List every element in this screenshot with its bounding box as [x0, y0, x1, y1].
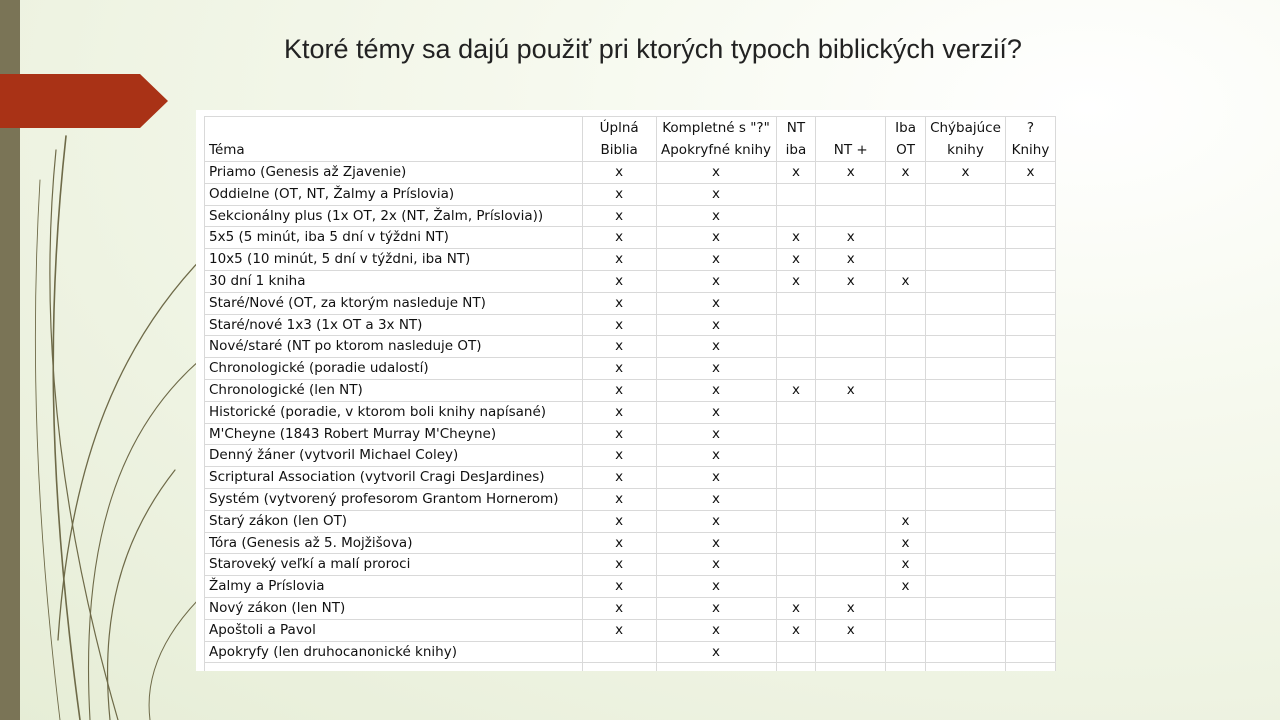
- header-line-2: knihy: [947, 142, 984, 158]
- mark-cell: [816, 292, 886, 314]
- mark-cell: [886, 467, 926, 489]
- topic-cell: Chronologické (poradie udalostí): [205, 358, 583, 380]
- mark-cell: x: [886, 554, 926, 576]
- mark-cell: x: [816, 162, 886, 184]
- mark-cell: x: [582, 423, 656, 445]
- mark-cell: [1005, 336, 1055, 358]
- header-line-1: Chýbajúce: [930, 120, 1001, 136]
- topic-cell: Systém (vytvorený profesorom Grantom Hornerom): [205, 488, 583, 510]
- mark-cell: [1005, 597, 1055, 619]
- mark-cell: x: [582, 510, 656, 532]
- mark-cell: [1005, 379, 1055, 401]
- mark-cell: [886, 379, 926, 401]
- table-row: [205, 532, 1056, 554]
- mark-cell: [926, 270, 1006, 292]
- table-row: [205, 445, 1056, 467]
- table-row: [205, 336, 1056, 358]
- topic-cell: Nové/staré (NT po ktorom nasleduje OT): [205, 336, 583, 358]
- mark-cell: [1005, 554, 1055, 576]
- mark-cell: [816, 183, 886, 205]
- mark-cell: x: [1005, 162, 1055, 184]
- mark-cell: [816, 576, 886, 598]
- mark-cell: x: [776, 379, 816, 401]
- mark-cell: x: [776, 270, 816, 292]
- mark-cell: [886, 314, 926, 336]
- topic-cell: Denný žáner (vytvoril Michael Coley): [205, 445, 583, 467]
- mark-cell: [776, 488, 816, 510]
- mark-cell: x: [656, 314, 776, 336]
- mark-cell: [776, 336, 816, 358]
- mark-cell: x: [886, 576, 926, 598]
- mark-cell: [1005, 358, 1055, 380]
- mark-cell: x: [656, 162, 776, 184]
- mark-cell: x: [582, 379, 656, 401]
- table-row: [205, 401, 1056, 423]
- mark-cell: x: [886, 162, 926, 184]
- table-row: [205, 205, 1056, 227]
- mark-cell: x: [582, 358, 656, 380]
- mark-cell: [886, 336, 926, 358]
- mark-cell: [816, 467, 886, 489]
- mark-cell: [926, 619, 1006, 641]
- mark-cell: x: [816, 379, 886, 401]
- mark-cell: x: [582, 576, 656, 598]
- table-row: [205, 379, 1056, 401]
- table-row: [205, 554, 1056, 576]
- table-row: [205, 510, 1056, 532]
- mark-cell: [1005, 270, 1055, 292]
- mark-cell: [776, 358, 816, 380]
- mark-cell: x: [656, 445, 776, 467]
- mark-cell: x: [776, 249, 816, 271]
- mark-cell: [816, 336, 886, 358]
- mark-cell: x: [582, 597, 656, 619]
- mark-cell: [926, 488, 1006, 510]
- topic-cell: Tóra (Genesis až 5. Mojžišova): [205, 532, 583, 554]
- mark-cell: x: [582, 292, 656, 314]
- table-row: [205, 488, 1056, 510]
- mark-cell: [1005, 249, 1055, 271]
- mark-cell: [776, 467, 816, 489]
- mark-cell: [926, 597, 1006, 619]
- mark-cell: x: [886, 270, 926, 292]
- mark-cell: [1005, 619, 1055, 641]
- mark-cell: x: [656, 270, 776, 292]
- mark-cell: x: [582, 445, 656, 467]
- mark-cell: [926, 445, 1006, 467]
- mark-cell: [886, 597, 926, 619]
- mark-cell: [926, 336, 1006, 358]
- table-row: [205, 619, 1056, 641]
- mark-cell: x: [582, 249, 656, 271]
- table-row: [205, 162, 1056, 184]
- reading-plan-table: [196, 110, 1056, 671]
- mark-cell: [776, 576, 816, 598]
- mark-cell: [926, 467, 1006, 489]
- header-uplna-biblia: [582, 117, 656, 162]
- mark-cell: x: [656, 554, 776, 576]
- table-row: [205, 183, 1056, 205]
- mark-cell: x: [816, 619, 886, 641]
- table-row: [205, 576, 1056, 598]
- topic-cell: Apokryfy (len druhocanonické knihy): [205, 641, 583, 663]
- mark-cell: x: [582, 467, 656, 489]
- mark-cell: [886, 423, 926, 445]
- mark-cell: [776, 423, 816, 445]
- mark-cell: [886, 401, 926, 423]
- mark-cell: [816, 554, 886, 576]
- header-line-1: Kompletné s "?": [662, 120, 770, 136]
- mark-cell: x: [582, 270, 656, 292]
- mark-cell: x: [656, 641, 776, 663]
- header-nt-iba: [776, 117, 816, 162]
- mark-cell: x: [816, 249, 886, 271]
- topic-cell: Nový zákon (len NT): [205, 597, 583, 619]
- table-row: [205, 663, 1056, 671]
- mark-cell: x: [776, 597, 816, 619]
- mark-cell: [776, 401, 816, 423]
- mark-cell: [816, 663, 886, 671]
- mark-cell: [926, 227, 1006, 249]
- header-line-2: OT: [896, 142, 915, 158]
- mark-cell: [1005, 467, 1055, 489]
- topic-cell: Historické (poradie, v ktorom boli knihy napísané): [205, 401, 583, 423]
- topic-cell: Oddielne (OT, NT, Žalmy a Príslovia): [205, 183, 583, 205]
- mark-cell: x: [656, 510, 776, 532]
- mark-cell: x: [582, 619, 656, 641]
- table-body: [205, 162, 1056, 672]
- mark-cell: [1005, 510, 1055, 532]
- mark-cell: [886, 227, 926, 249]
- header-line-2: Téma: [209, 142, 245, 158]
- mark-cell: [816, 423, 886, 445]
- header-nt-plus: [816, 117, 886, 162]
- table-row: [205, 597, 1056, 619]
- mark-cell: [926, 314, 1006, 336]
- header-kompletne-apokryfne: [656, 117, 776, 162]
- mark-cell: [776, 554, 816, 576]
- mark-cell: x: [582, 162, 656, 184]
- topic-cell: 10x5 (10 minút, 5 dní v týždni, iba NT): [205, 249, 583, 271]
- mark-cell: [1005, 488, 1055, 510]
- mark-cell: [656, 663, 776, 671]
- mark-cell: [926, 423, 1006, 445]
- header-otaznik-knihy: [1005, 117, 1055, 162]
- mark-cell: [926, 379, 1006, 401]
- mark-cell: x: [926, 162, 1006, 184]
- mark-cell: [776, 445, 816, 467]
- mark-cell: [926, 663, 1006, 671]
- mark-cell: x: [816, 227, 886, 249]
- mark-cell: [816, 488, 886, 510]
- mark-cell: [886, 183, 926, 205]
- mark-cell: x: [656, 467, 776, 489]
- table-row: [205, 641, 1056, 663]
- mark-cell: [776, 532, 816, 554]
- mark-cell: [1005, 641, 1055, 663]
- mark-cell: [816, 401, 886, 423]
- mark-cell: x: [582, 488, 656, 510]
- mark-cell: [886, 249, 926, 271]
- mark-cell: [886, 641, 926, 663]
- mark-cell: x: [656, 379, 776, 401]
- mark-cell: x: [656, 423, 776, 445]
- mark-cell: [926, 554, 1006, 576]
- mark-cell: [1005, 401, 1055, 423]
- mark-cell: x: [656, 336, 776, 358]
- mark-cell: [776, 510, 816, 532]
- mark-cell: [886, 663, 926, 671]
- mark-cell: x: [776, 162, 816, 184]
- mark-cell: [776, 663, 816, 671]
- mark-cell: [776, 183, 816, 205]
- mark-cell: [816, 358, 886, 380]
- header-tema: [205, 117, 583, 162]
- mark-cell: x: [582, 336, 656, 358]
- mark-cell: [886, 619, 926, 641]
- mark-cell: [582, 663, 656, 671]
- mark-cell: x: [582, 314, 656, 336]
- mark-cell: [1005, 183, 1055, 205]
- mark-cell: x: [656, 227, 776, 249]
- mark-cell: [1005, 663, 1055, 671]
- header-chybajuce-knihy: [926, 117, 1006, 162]
- mark-cell: [926, 576, 1006, 598]
- mark-cell: [886, 205, 926, 227]
- mark-cell: x: [886, 510, 926, 532]
- mark-cell: [926, 292, 1006, 314]
- mark-cell: [926, 532, 1006, 554]
- mark-cell: [1005, 423, 1055, 445]
- topic-cell: Sekcionálny plus (1x OT, 2x (NT, Žalm, Príslovia)): [205, 205, 583, 227]
- topic-cell: 30 dní 1 kniha: [205, 270, 583, 292]
- mark-cell: x: [582, 554, 656, 576]
- mark-cell: x: [656, 205, 776, 227]
- topic-cell: Scriptural Association (vytvoril Cragi DesJardines): [205, 467, 583, 489]
- header-line-2: Biblia: [600, 142, 638, 158]
- topic-cell: M'Cheyne (1843 Robert Murray M'Cheyne): [205, 423, 583, 445]
- mark-cell: x: [656, 619, 776, 641]
- mark-cell: [816, 205, 886, 227]
- mark-cell: [776, 205, 816, 227]
- slide-title: Ktoré témy sa dajú použiť pri ktorých typoch biblických verzií?: [284, 34, 1022, 64]
- mark-cell: [926, 641, 1006, 663]
- mark-cell: [1005, 314, 1055, 336]
- header-line-2: iba: [785, 142, 807, 158]
- topic-cell: Staroveký veľkí a malí proroci: [205, 554, 583, 576]
- topic-cell: Staré/Nové (OT, za ktorým nasleduje NT): [205, 292, 583, 314]
- mark-cell: x: [776, 619, 816, 641]
- mark-cell: [886, 488, 926, 510]
- topic-cell: Priamo (Genesis až Zjavenie): [205, 162, 583, 184]
- header-line-2: Apokryfné knihy: [661, 142, 771, 158]
- mark-cell: [886, 358, 926, 380]
- mark-cell: x: [656, 532, 776, 554]
- red-arrow-shape: [0, 74, 168, 128]
- mark-cell: x: [582, 532, 656, 554]
- mark-cell: x: [656, 183, 776, 205]
- table-row: [205, 358, 1056, 380]
- mark-cell: x: [816, 597, 886, 619]
- mark-cell: [1005, 576, 1055, 598]
- mark-cell: [1005, 532, 1055, 554]
- table-row: [205, 227, 1056, 249]
- mark-cell: [816, 532, 886, 554]
- mark-cell: [816, 314, 886, 336]
- mark-cell: [816, 445, 886, 467]
- mark-cell: [886, 445, 926, 467]
- mark-cell: x: [582, 183, 656, 205]
- mark-cell: x: [656, 358, 776, 380]
- mark-cell: x: [656, 401, 776, 423]
- mark-cell: [926, 249, 1006, 271]
- mark-cell: [926, 205, 1006, 227]
- mark-cell: x: [656, 292, 776, 314]
- header-line-2: NT +: [833, 142, 868, 158]
- topic-cell: Starý zákon (len OT): [205, 510, 583, 532]
- header-iba-ot: [886, 117, 926, 162]
- table-header-row: [205, 117, 1056, 162]
- header-line-1: NT: [786, 120, 806, 136]
- mark-cell: [1005, 292, 1055, 314]
- table-row: [205, 292, 1056, 314]
- header-line-1: ?: [1026, 120, 1035, 136]
- mark-cell: [926, 401, 1006, 423]
- mark-cell: x: [816, 270, 886, 292]
- mark-cell: x: [656, 488, 776, 510]
- mark-cell: x: [656, 249, 776, 271]
- table-row: [205, 423, 1056, 445]
- table-row: [205, 314, 1056, 336]
- mark-cell: [776, 292, 816, 314]
- mark-cell: x: [582, 205, 656, 227]
- mark-cell: [926, 358, 1006, 380]
- mark-cell: [1005, 205, 1055, 227]
- mark-cell: x: [656, 597, 776, 619]
- mark-cell: [1005, 445, 1055, 467]
- mark-cell: [816, 510, 886, 532]
- table-row: [205, 467, 1056, 489]
- mark-cell: x: [886, 532, 926, 554]
- header-line-1: Úplná: [599, 120, 639, 136]
- mark-cell: [926, 510, 1006, 532]
- mark-cell: [886, 292, 926, 314]
- header-line-1: Iba: [895, 120, 916, 136]
- topic-cell: 5x5 (5 minút, iba 5 dní v týždni NT): [205, 227, 583, 249]
- header-line-2: Knihy: [1011, 142, 1050, 158]
- mark-cell: x: [582, 401, 656, 423]
- mark-cell: x: [582, 227, 656, 249]
- mark-cell: x: [656, 576, 776, 598]
- mark-cell: x: [776, 227, 816, 249]
- topic-cell: [205, 663, 583, 671]
- mark-cell: [816, 641, 886, 663]
- topic-cell: Žalmy a Príslovia: [205, 576, 583, 598]
- mark-cell: [1005, 227, 1055, 249]
- mark-cell: [926, 183, 1006, 205]
- topic-cell: Chronologické (len NT): [205, 379, 583, 401]
- mark-cell: [776, 314, 816, 336]
- topic-cell: Staré/nové 1x3 (1x OT a 3x NT): [205, 314, 583, 336]
- table-row: [205, 270, 1056, 292]
- mark-cell: [582, 641, 656, 663]
- mark-cell: [776, 641, 816, 663]
- topic-cell: Apoštoli a Pavol: [205, 619, 583, 641]
- table-row: [205, 249, 1056, 271]
